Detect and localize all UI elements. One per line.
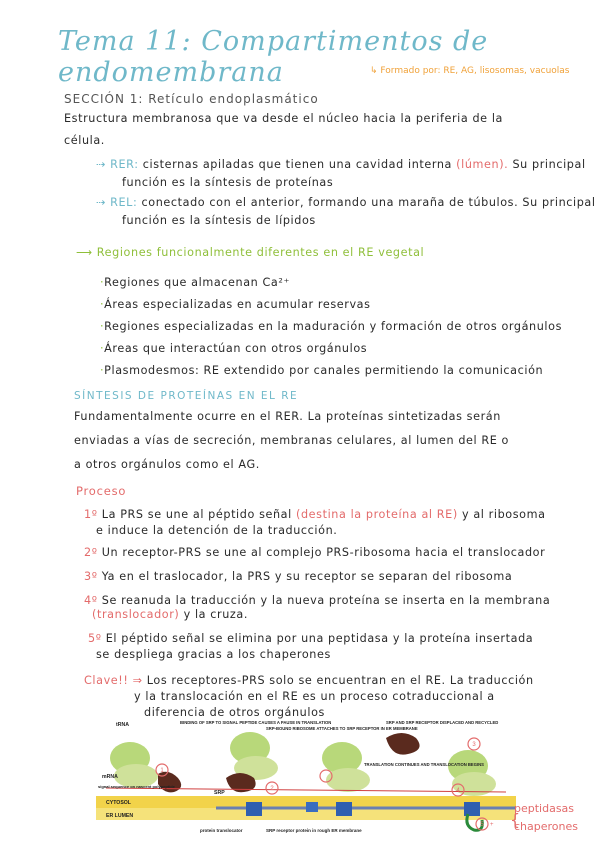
region-item: ·Plasmodesmos: RE extendido por canales permitiendo la comunicación xyxy=(100,364,544,377)
subtitle-text: Formado por: RE, AG, lisosomas, vacuolas xyxy=(380,66,570,76)
label-trna: tRNA xyxy=(116,722,129,728)
label-binding: BINDING OF SRP TO SIGNAL PEPTIDE CAUSES A PAUSE IN TRANSLATION xyxy=(180,720,332,725)
page-subtitle xyxy=(370,66,570,76)
protein-translocator xyxy=(336,802,352,816)
rer-text: cisternas apiladas que tienen una cavidad interna xyxy=(142,158,453,171)
step-3: 3º Ya en el traslocador, la PRS y su receptor se separan del ribosoma xyxy=(84,570,513,583)
srp xyxy=(386,733,420,755)
ribosome-large xyxy=(326,768,370,792)
label-number: 4 xyxy=(456,788,460,794)
label-cytosol: CYTOSOL xyxy=(106,800,131,806)
clave-line-2: y la translocación en el RE es un proceso cotraduccional a xyxy=(134,690,495,703)
arrow-icon: ⇒ xyxy=(132,674,143,687)
protein-translocator xyxy=(464,802,480,816)
label-translocator: protein translocator xyxy=(200,828,243,833)
srp-translocation-diagram xyxy=(96,718,516,842)
brace-icon: { xyxy=(510,810,521,829)
label-translation: TRANSLATION CONTINUES AND TRANSLOCATION BEGINS xyxy=(364,762,484,767)
step-4-line-2: (translocador) y la cruza. xyxy=(92,608,248,621)
rer-line-2: función es la síntesis de proteínas xyxy=(122,176,334,189)
rel-label: REL: xyxy=(110,196,138,209)
region-item: ·Regiones que almacenan Ca²⁺ xyxy=(100,276,290,289)
page-title: Tema 11: Compartimentos de endomembrana xyxy=(58,26,489,88)
label-displaced: SRP AND SRP RECEPTOR DISPLACED AND RECYCLED xyxy=(386,720,499,725)
synthesis-line-3: a otros orgánulos como el AG. xyxy=(74,458,260,471)
step-1-line-2: e induce la detención de la traducción. xyxy=(96,524,338,537)
label-number: 3 xyxy=(472,742,476,748)
chaperones-label: chaperones xyxy=(514,820,578,833)
regions-heading-text: Regiones funcionalmente diferentes en el RE vegetal xyxy=(96,246,425,259)
arrow-icon: ⇢ xyxy=(96,158,106,171)
hook-arrow-icon: ↳ xyxy=(370,66,378,76)
rer-label: RER: xyxy=(110,158,139,171)
peptidasas-label: peptidasas xyxy=(514,802,575,815)
synthesis-heading: SÍNTESIS DE PROTEÍNAS EN EL RE xyxy=(74,390,299,402)
clave-line-1: Clave!! ⇒ Los receptores-PRS solo se encuentran en el RE. La traducción xyxy=(84,674,534,687)
plus-sign: + xyxy=(490,822,494,828)
step-2: 2º Un receptor-PRS se une al complejo PRS-ribosoma hacia el translocador xyxy=(84,546,546,559)
srp-receptor xyxy=(306,802,318,812)
label-number: 1 xyxy=(160,768,164,774)
label-number: 2 xyxy=(270,786,274,792)
synthesis-line-1: Fundamentalmente ocurre en el RER. La proteínas sintetizadas serán xyxy=(74,410,501,423)
rel-line-2: función es la síntesis de lípidos xyxy=(122,214,316,227)
protein-translocator xyxy=(246,802,262,816)
clave-line-3: diferencia de otros orgánulos xyxy=(144,706,325,719)
label-srp-bound: SRP-BOUND RIBOSOME ATTACHES TO SRP RECEPTOR IN ER MEMBRANE xyxy=(266,726,418,731)
section-heading: SECCIÓN 1: Retículo endoplasmático xyxy=(64,92,319,106)
label-srp: SRP xyxy=(214,790,225,796)
arrow-icon: ⟶ xyxy=(76,246,93,259)
region-item: ·Áreas que interactúan con otros orgánulos xyxy=(100,342,368,355)
region-item: ·Regiones especializadas en la maduración y formación de otros orgánulos xyxy=(100,320,563,333)
arrow-icon: ⇢ xyxy=(96,196,106,209)
regions-heading xyxy=(76,242,424,264)
rer-text-b: Su principal xyxy=(512,158,586,171)
process-heading: Proceso xyxy=(76,484,127,498)
srp xyxy=(158,772,181,793)
intro-line-2: célula. xyxy=(64,134,105,147)
label-er-lumen: ER LUMEN xyxy=(106,813,134,819)
rer-lumen: (lúmen). xyxy=(456,158,509,171)
label-number: 5 xyxy=(480,822,484,828)
step-5-line-2: se despliega gracias a los chaperones xyxy=(96,648,331,661)
clave-label: Clave!! xyxy=(84,674,129,687)
label-srp-receptor: SRP receptor protein in rough ER membrane xyxy=(266,828,362,833)
label-signal-seq: signal sequence on nascent polypeptide xyxy=(98,784,175,789)
step-5-line-1: 5º El péptido señal se elimina por una peptidasa y la proteína insertada xyxy=(88,632,534,645)
rel-text: conectado con el anterior, formando una maraña de túbulos. Su principal xyxy=(141,196,596,209)
step-1-line-1: 1º La PRS se une al péptido señal (destina la proteína al RE) y al ribosoma xyxy=(84,508,546,521)
synthesis-line-2: enviadas a vías de secreción, membranas celulares, al lumen del RE o xyxy=(74,434,510,447)
label-mrna: mRNA xyxy=(102,774,118,780)
region-item: ·Áreas especializadas en acumular reservas xyxy=(100,298,371,311)
step-4-line-1: 4º Se reanuda la traducción y la nueva proteína se inserta en la membrana xyxy=(84,594,551,607)
intro-line-1: Estructura membranosa que va desde el núcleo hacia la periferia de la xyxy=(64,112,503,125)
